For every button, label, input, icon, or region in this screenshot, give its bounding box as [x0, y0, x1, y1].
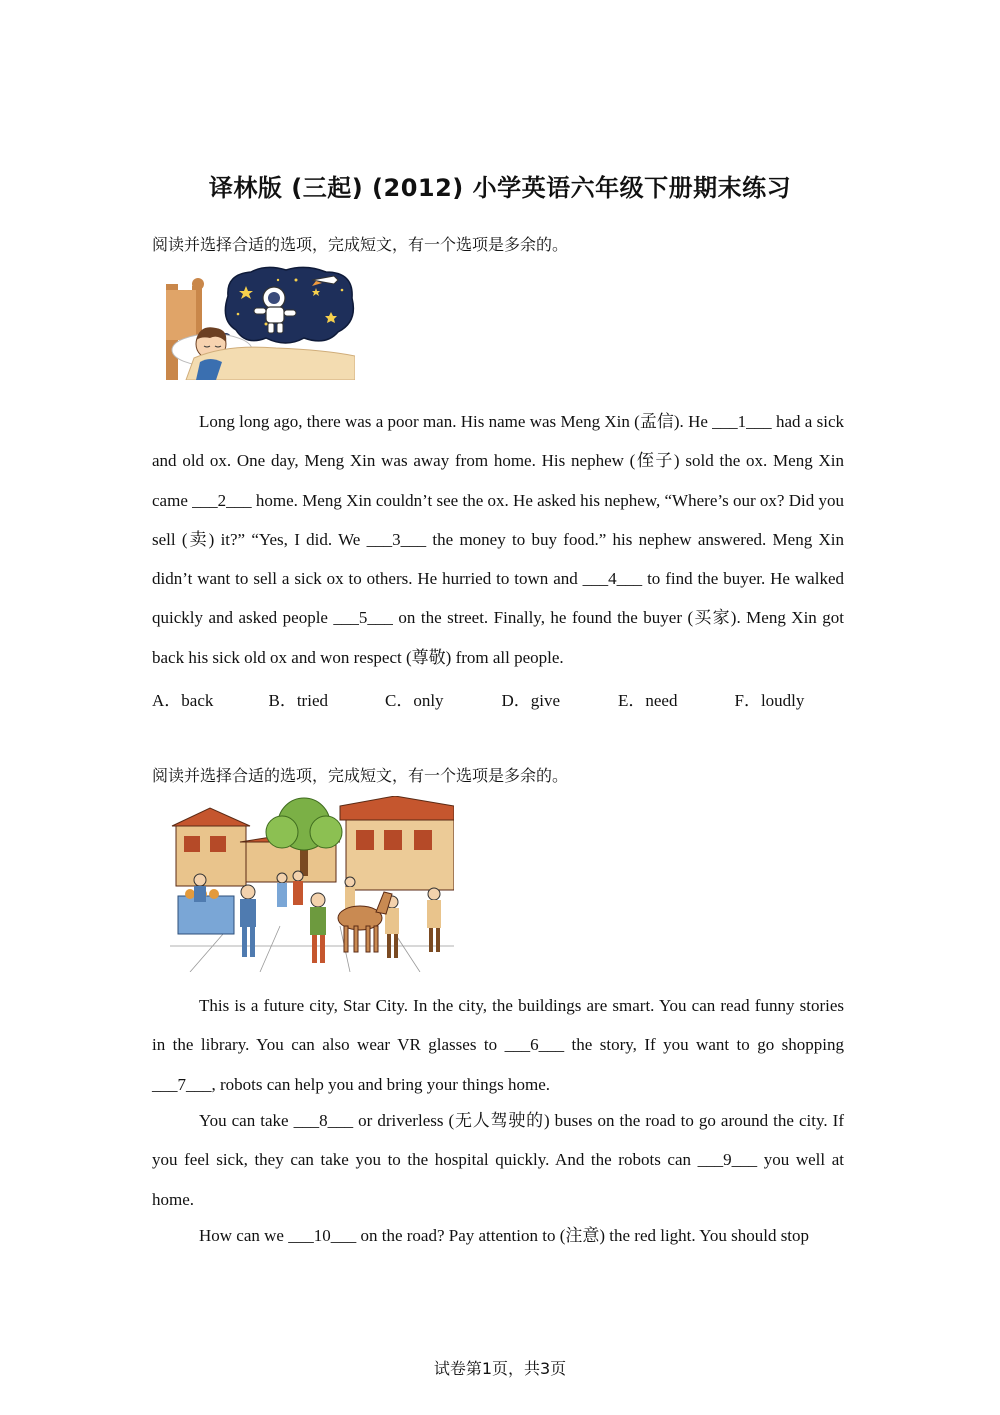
ancient-street-market-illustration: [170, 796, 454, 972]
passage-2-paragraph-2: You can take ___8___ or driverless (无人驾驶的) buses on the road to go around the city. If you feel sick, they can take you to the hospital quickly. And the robots can ___9___ you well at home.: [152, 1111, 844, 1209]
passage-2-paragraph-3: How can we ___10___ on the road? Pay attention to (注意) the red light. You should stop: [199, 1226, 810, 1245]
page-footer: 试卷第1页，共3页: [433, 1359, 567, 1378]
option-f: F．loudly: [734, 691, 805, 710]
option-d: D．give: [501, 691, 561, 710]
options-row: [152, 686, 851, 711]
sleeping-boy-illustration: [166, 266, 355, 380]
option-c: C．only: [385, 691, 444, 710]
page-title: 译林版 (三起) (2012) 小学英语六年级下册期末练习: [208, 174, 792, 202]
section2-instruction: 阅读并选择合适的选项，完成短文，有一个选项是多余的。: [152, 766, 569, 785]
passage-1: Long long ago, there was a poor man. His name was Meng Xin (孟信). He ___1___ had a sick and old ox. One day, Meng Xin was away from home. His nephew (侄子) sold the ox. Meng Xin came ___2___ home. Meng Xin couldn’t see the ox. He asked his nephew, “Where’s our ox? Did you sell (卖) it?” “Yes, I did. We ___3___ the money to buy food.” his nephew answered. Meng Xin didn’t want to sell a sick ox to others. He hurried to town and ___4___ to find the buyer. He walked quickly and asked people ___5___ on the street. Finally, he found the buyer (买家). Meng Xin got back his sick old ox and won respect (尊敬) from all people.: [152, 412, 844, 667]
passage-2-paragraph-1: This is a future city, Star City. In the city, the buildings are smart. You can read funny stories in the library. You can also wear VR glasses to ___6___ the story, If you want to go shopping ___7___, robots can help you and bring your things home.: [152, 996, 844, 1094]
option-e: E．need: [618, 691, 678, 710]
option-b: B．tried: [268, 691, 328, 710]
section1-instruction: 阅读并选择合适的选项，完成短文，有一个选项是多余的。: [152, 235, 569, 254]
option-a: A．back: [152, 691, 214, 710]
